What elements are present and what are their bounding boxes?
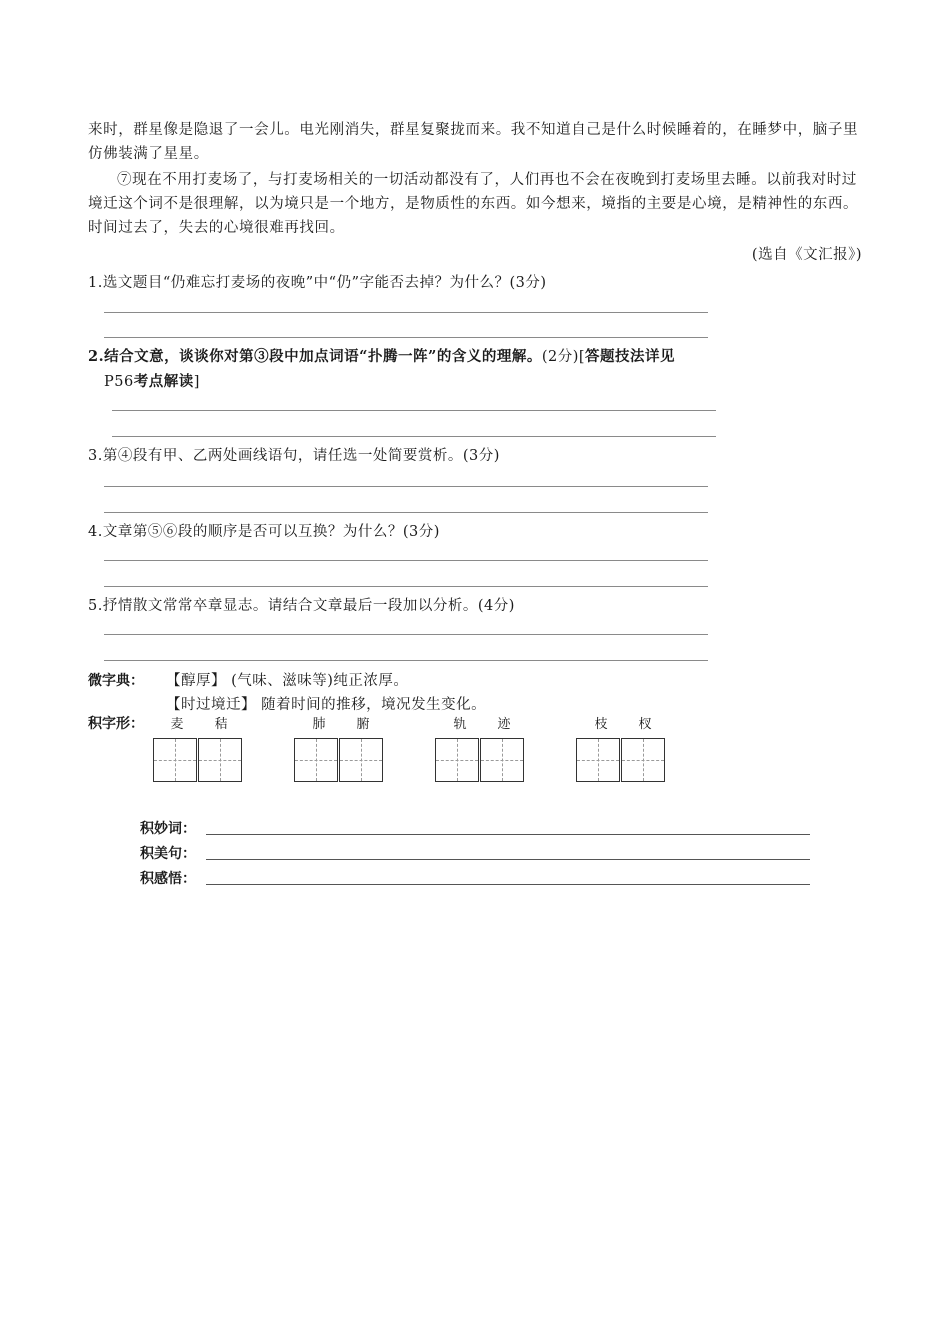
practice-character: 枝 <box>594 717 608 732</box>
tip-page: P56 <box>104 374 134 390</box>
answer-line[interactable] <box>112 436 716 437</box>
writing-grid-cell[interactable] <box>621 738 665 782</box>
writing-grid-cell[interactable] <box>294 738 338 782</box>
answer-line[interactable] <box>104 312 708 313</box>
dictionary-label: 微字典： <box>88 673 144 689</box>
accumulate-words-label: 积妙词： <box>140 821 196 837</box>
question-2-tip-line2 <box>104 370 200 391</box>
passage-paragraph-continued: 来时，群星像是隐退了一会儿。电光刚消失，群星复聚拢而来。我不知道自己是什么时候睡着的，在睡梦中，脑子里仿佛装满了星星。 <box>88 122 859 162</box>
accumulate-feelings-label: 积感悟： <box>140 871 196 887</box>
tip-bracket-close: ] <box>193 374 200 390</box>
question-1: 1.选文题目“仍难忘打麦场的夜晚”中“仍”字能否去掉？为什么？(3分) <box>88 275 547 291</box>
accumulate-words-line[interactable] <box>206 834 810 835</box>
answer-line[interactable] <box>104 486 708 487</box>
writing-grid-cell[interactable] <box>339 738 383 782</box>
writing-grid-cell[interactable] <box>153 738 197 782</box>
practice-character: 麦 <box>170 717 184 732</box>
dictionary-entry: 【醇厚】 (气味、滋味等)纯正浓厚。 <box>166 673 409 689</box>
question-2 <box>88 345 675 366</box>
writing-grid-cell[interactable] <box>435 738 479 782</box>
accumulate-sentences-label: 积美句： <box>140 846 196 862</box>
practice-character: 轨 <box>453 717 467 732</box>
passage-paragraph-7: ⑦现在不用打麦场了，与打麦场相关的一切活动都没有了，人们再也不会在夜晚到打麦场里去睡。以前我对时过境迁这个词不是很理解，以为境只是一个地方，是物质性的东西。如今想来，境指的主要是心境，是精神性的东西。时间过去了，失去的心境很难再找回。 <box>88 172 859 236</box>
answer-line[interactable] <box>104 660 708 661</box>
answer-line[interactable] <box>104 560 708 561</box>
writing-grid-cell[interactable] <box>198 738 242 782</box>
tip-bracket-open: [ <box>578 349 586 365</box>
practice-character: 杈 <box>638 717 652 732</box>
question-5: 5.抒情散文常常卒章显志。请结合文章最后一段加以分析。(4分) <box>88 598 515 614</box>
writing-grid-cell[interactable] <box>576 738 620 782</box>
passage-source: (选自《文汇报》) <box>751 247 862 263</box>
accumulate-sentences-line[interactable] <box>206 859 810 860</box>
practice-character: 腑 <box>356 717 370 732</box>
glyphs-label: 积字形： <box>88 716 144 732</box>
answer-line[interactable] <box>104 512 708 513</box>
practice-character: 肺 <box>312 717 326 732</box>
answer-line[interactable] <box>104 337 708 338</box>
accumulate-feelings-line[interactable] <box>206 884 810 885</box>
answer-line[interactable] <box>112 410 716 411</box>
practice-character: 迹 <box>497 717 511 732</box>
writing-grid-cell[interactable] <box>480 738 524 782</box>
question-2-prompt: 2.结合文意，谈谈你对第③段中加点词语“扑腾一阵”的含义的理解。 <box>88 348 542 365</box>
tip-section: 考点解读 <box>133 373 194 390</box>
question-2-score: (2分) <box>541 349 579 365</box>
dictionary-entry: 【时过境迁】 随着时间的推移，境况发生变化。 <box>166 697 487 713</box>
answer-line[interactable] <box>104 634 708 635</box>
question-4: 4.文章第⑤⑥段的顺序是否可以互换？为什么？(3分) <box>88 524 440 540</box>
answer-line[interactable] <box>104 586 708 587</box>
practice-character: 秸 <box>214 717 228 732</box>
question-3: 3.第④段有甲、乙两处画线语句，请任选一处简要赏析。(3分) <box>88 448 500 464</box>
question-2-tip: 答题技法详见 <box>585 348 676 365</box>
